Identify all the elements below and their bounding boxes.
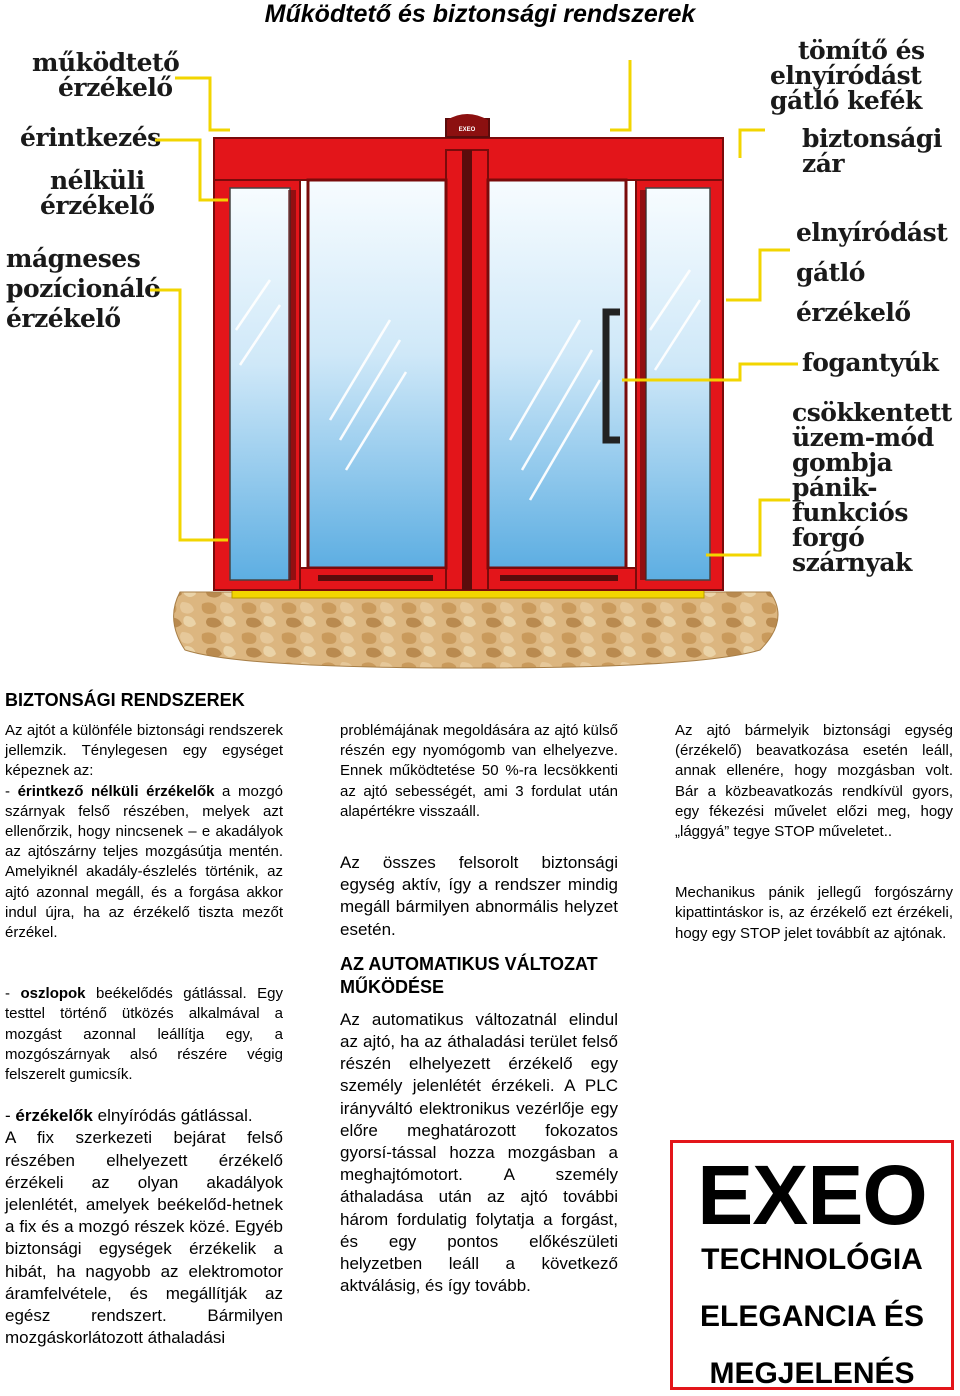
page-title: Működtető és biztonsági rendszerek [264,0,696,28]
glass-right-outer [646,188,710,580]
floor [174,592,778,668]
label-safety-lock: biztonsági zár [802,124,942,178]
col3-p1: Az ajtó bármelyik biztonsági egység (érzékelő) beavatkozása esetén leáll, annak ellenére, hogy mozgásban volt. Bár a közbeavatkozás rendkívül gyors, egy fékezési művelet előzi meg, hogy „lággyá” tegye STOP műveletet.. [675,722,953,841]
section-title: BIZTONSÁGI RENDSZEREK [5,690,245,710]
col3-p2: Mechanikus pánik jellegű forgószárny kipattintáskor is, az érzékelő ezt érzékeli, hogy egy STOP jelet továbbít az ajtónak. [675,884,953,942]
exeo-logo-box [670,1140,954,1390]
col1-bullet-sensors: - érintkező nélküli érzékelők a mozgó szárnyak felső részében, melyek azt ellenőrzik, hogy nincsenek – e akadályok az ajtószárny teljes mozgásútja mentén. Amelyiknél akadály-észlelés történik, az ajtó azonnal megáll, és a forgása akkor indul újra, ha az érzékelő tiszta mezőt érzékel. [5,782,284,942]
label-handles: fogantyúk [802,348,939,377]
label-contactless-sensor: érintkezés nélküli érzékelő [20,123,161,220]
col1-bullet-shear: - érzékelők elnyíródás gátlással. [5,1106,253,1126]
col2-heading: AZ AUTOMATIKUS VÁLTOZAT MŰKÖDÉSE [340,953,598,997]
glass-left-inner [308,180,446,568]
label-actuating-sensor: működtető érzékelő [32,48,180,102]
col2-p3: Az automatikus változatnál elindul az ajtó, ha az áthaladási terület felső részén elhelyezett érzékelő egy személy jelenlétét érzékeli. A PLC irányváltó elektronikus vezérlője egy előre meghatározott fokozatos gyorsí-tással hozza mozgásban a meghajtómotort. A személy áthaladása után az ajtó további három fordulatig folytatja a forgást, és egy pontos előkészületi helyzetben leáll a következő aktválásig, és így tovább. [340,1009,618,1296]
column-1 [5,721,283,1349]
operator-badge: EXEO [458,127,476,133]
col1-shear-text: A fix szerkezeti bejárat felső részében elhelyezett érzékelő érzékeli az olyan akadályok jelenlétét, amelyek beékelőd-hetnek a fix és a mozgó részek közé. Egyéb biztonsági egységek érzékelik a hibát, ha nagyobb az elektromotor áramfelvétele, és megállítják az egész rendszert. Bármilyen mozgáskorlátozott áthaladási [5,1128,283,1348]
threshold-sill [232,590,704,598]
logo-line1: TECHNOLÓGIA [701,1243,923,1276]
logo-line3: MEGJELENÉS [709,1357,915,1390]
label-reduced-mode: csökkentett üzem-mód gombja pánik- funkciós forgó szárnyak [792,398,952,577]
col1-bullet-posts: - oszlopok beékelődés gátlással. Egy testtel történő ütközés alkalmával a mozgást azonnal leállítja egy, a mozgószárnyak alsó részére végig felszerelt gumicsík. [5,985,283,1084]
col2-p2: Az összes felsorolt biztonsági egység aktív, így a rendszer mindig megáll bármilyen abnormális helyzet esetén. [340,853,618,939]
label-shear-sensor: elnyíródást gátló érzékelő [796,218,948,327]
logo-line2: ELEGANCIA ÉS [700,1300,924,1333]
glass-left-outer [230,188,290,580]
col2-p1: problémájának megoldására az ajtó külső részén egy nyomógomb van elhelyezve. Ennek működtetése 50 %-ra lecsökkenti az ajtó sebességét, ami 3 fordulat után alapértékre visszaáll. [340,722,618,820]
column-2 [340,721,618,1297]
col1-intro: Az ajtót a különféle biztonsági rendszerek jellemzik. Ténylegesen egy egységet képeznek az: [5,722,283,780]
label-magnetic-sensor: mágneses pozícionáló érzékelő [6,244,161,333]
label-brushes: tömítő és elnyíródást gátló kefék [770,36,925,115]
column-3 [675,721,953,944]
logo-brand: EXEO [697,1148,927,1242]
